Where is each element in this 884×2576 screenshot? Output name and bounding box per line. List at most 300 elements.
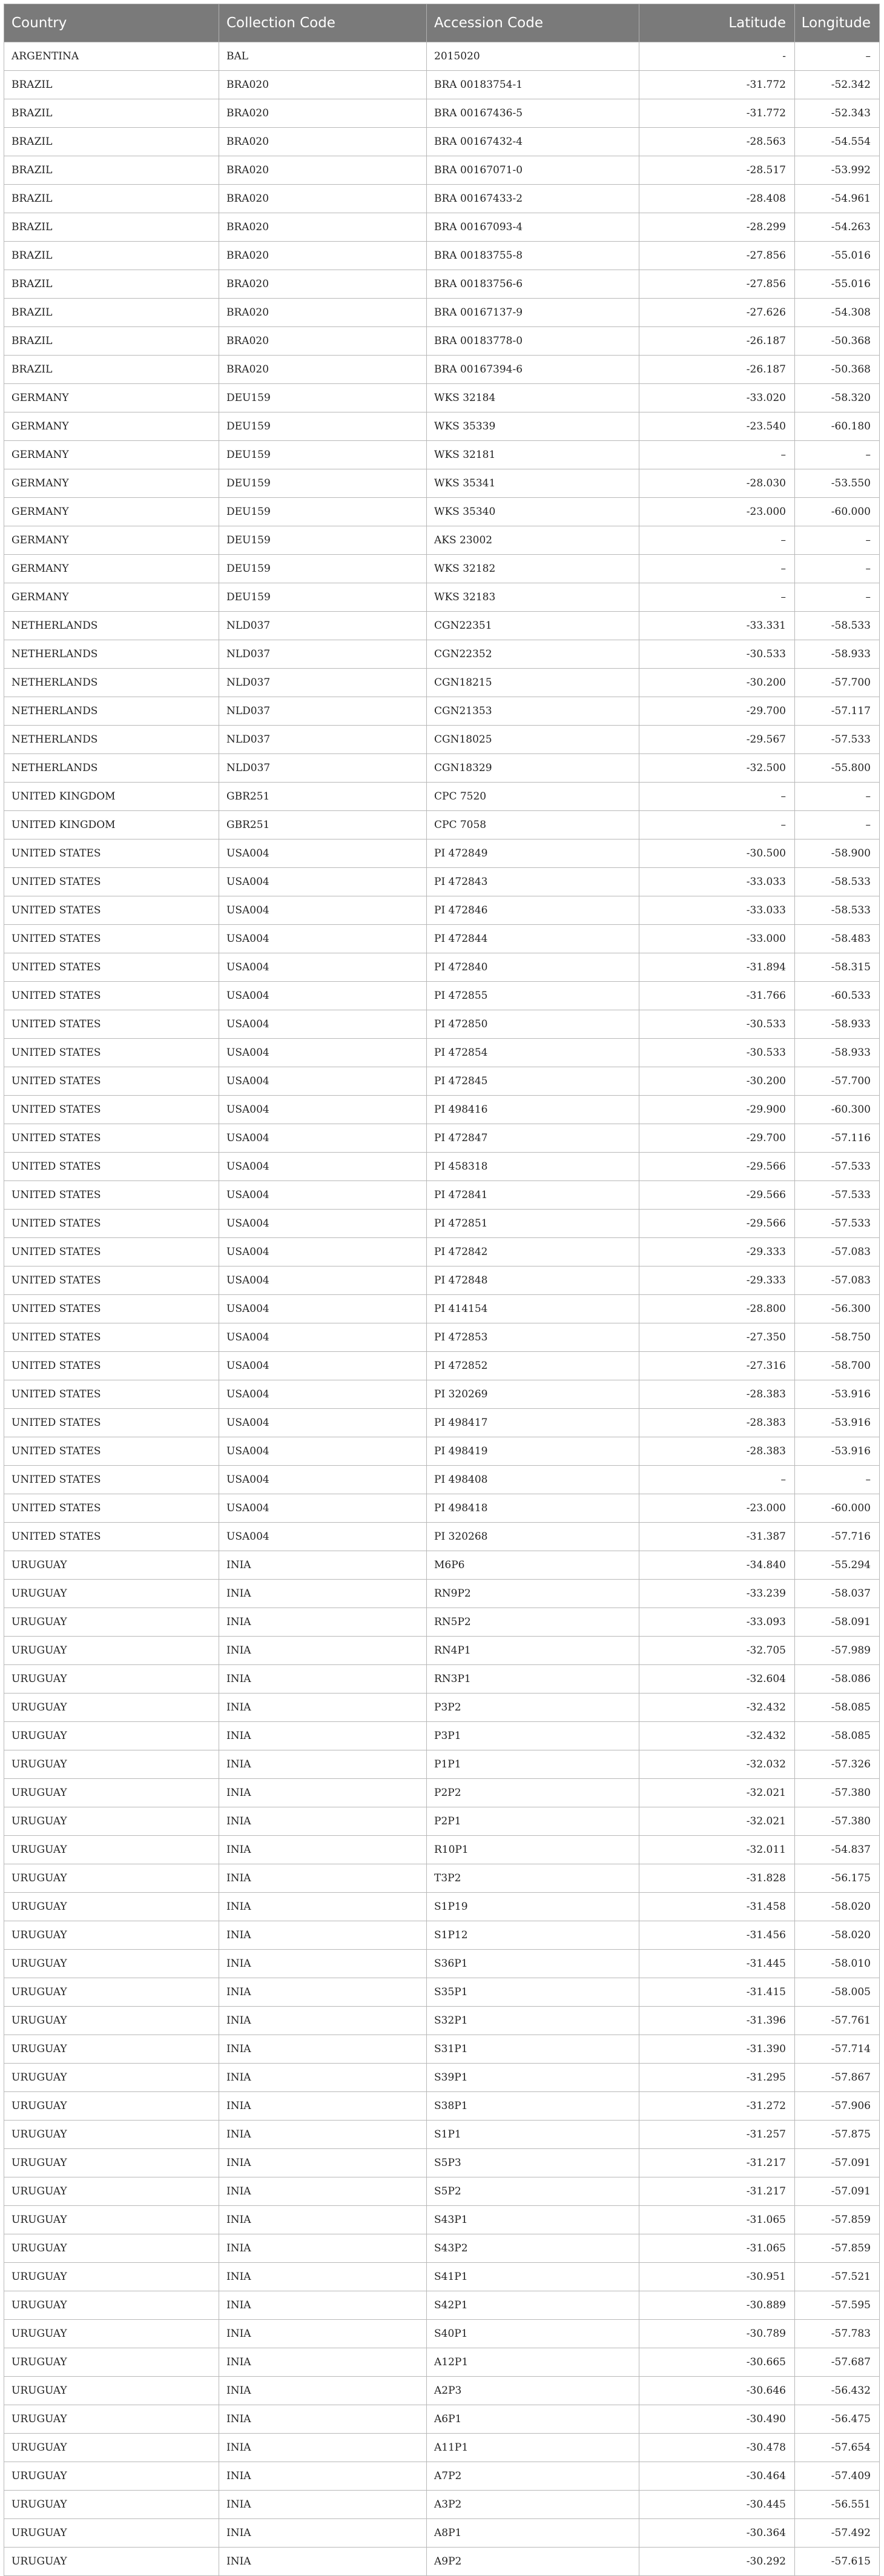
- table-row: [4, 2348, 880, 2377]
- cell-accession-code: S32P1: [427, 2007, 639, 2035]
- cell-collection-code: INIA: [219, 1978, 427, 2007]
- cell-country: BRAZIL: [4, 128, 219, 156]
- table-row: [4, 412, 880, 441]
- cell-collection-code: BRA020: [219, 327, 427, 356]
- cell-collection-code: NLD037: [219, 754, 427, 783]
- table-row: [4, 2064, 880, 2092]
- cell-collection-code: INIA: [219, 1807, 427, 1836]
- cell-latitude: -30.665: [639, 2348, 795, 2377]
- cell-accession-code: A11P1: [427, 2434, 639, 2462]
- table-row: [4, 1181, 880, 1210]
- cell-country: URUGUAY: [4, 1893, 219, 1921]
- cell-collection-code: USA004: [219, 1181, 427, 1210]
- table-row: [4, 441, 880, 469]
- cell-country: URUGUAY: [4, 1921, 219, 1950]
- table-row: [4, 896, 880, 925]
- cell-accession-code: BRA 00167433-2: [427, 185, 639, 213]
- cell-country: URUGUAY: [4, 2035, 219, 2064]
- cell-collection-code: BRA020: [219, 242, 427, 270]
- cell-collection-code: INIA: [219, 2291, 427, 2320]
- cell-country: URUGUAY: [4, 2462, 219, 2491]
- cell-latitude: -29.566: [639, 1210, 795, 1238]
- cell-latitude: -30.490: [639, 2405, 795, 2434]
- cell-latitude: –: [639, 555, 795, 583]
- cell-longitude: -55.016: [795, 242, 880, 270]
- cell-latitude: -31.766: [639, 982, 795, 1010]
- cell-accession-code: M6P6: [427, 1551, 639, 1580]
- cell-country: URUGUAY: [4, 1779, 219, 1807]
- cell-accession-code: R10P1: [427, 1836, 639, 1864]
- cell-latitude: -30.533: [639, 1039, 795, 1067]
- cell-longitude: -57.687: [795, 2348, 880, 2377]
- cell-latitude: -32.705: [639, 1637, 795, 1665]
- cell-accession-code: S40P1: [427, 2320, 639, 2348]
- cell-country: UNITED STATES: [4, 839, 219, 868]
- cell-country: URUGUAY: [4, 2064, 219, 2092]
- cell-latitude: -28.383: [639, 1437, 795, 1466]
- cell-latitude: -28.383: [639, 1380, 795, 1409]
- cell-longitude: -58.533: [795, 612, 880, 640]
- table-row: [4, 1637, 880, 1665]
- table-row: [4, 2291, 880, 2320]
- cell-accession-code: A8P1: [427, 2519, 639, 2548]
- table-row: [4, 71, 880, 99]
- cell-longitude: -57.906: [795, 2092, 880, 2121]
- cell-accession-code: BRA 00167071-0: [427, 156, 639, 185]
- cell-accession-code: PI 498419: [427, 1437, 639, 1466]
- cell-country: NETHERLANDS: [4, 697, 219, 726]
- cell-collection-code: INIA: [219, 1779, 427, 1807]
- cell-country: GERMANY: [4, 384, 219, 412]
- cell-longitude: –: [795, 555, 880, 583]
- cell-accession-code: PI 472844: [427, 925, 639, 953]
- cell-collection-code: INIA: [219, 2434, 427, 2462]
- cell-collection-code: USA004: [219, 925, 427, 953]
- table-row: [4, 783, 880, 811]
- cell-accession-code: WKS 32181: [427, 441, 639, 469]
- cell-latitude: -33.033: [639, 896, 795, 925]
- cell-accession-code: PI 472843: [427, 868, 639, 896]
- cell-longitude: -57.380: [795, 1807, 880, 1836]
- table-row: [4, 2007, 880, 2035]
- accession-table-container: [4, 4, 879, 2576]
- cell-longitude: -57.761: [795, 2007, 880, 2035]
- cell-country: UNITED STATES: [4, 1437, 219, 1466]
- cell-collection-code: DEU159: [219, 526, 427, 555]
- header-row: [4, 4, 880, 42]
- cell-collection-code: USA004: [219, 839, 427, 868]
- cell-accession-code: P3P1: [427, 1722, 639, 1750]
- cell-country: NETHERLANDS: [4, 640, 219, 669]
- cell-latitude: -31.415: [639, 1978, 795, 2007]
- table-row: [4, 839, 880, 868]
- cell-collection-code: DEU159: [219, 412, 427, 441]
- cell-country: UNITED STATES: [4, 1238, 219, 1266]
- accession-table: [4, 4, 880, 2576]
- cell-collection-code: INIA: [219, 1893, 427, 1921]
- table-row: [4, 1551, 880, 1580]
- cell-accession-code: PI 472854: [427, 1039, 639, 1067]
- cell-latitude: -29.567: [639, 726, 795, 754]
- cell-latitude: -34.840: [639, 1551, 795, 1580]
- cell-longitude: -57.615: [795, 2548, 880, 2576]
- cell-latitude: -30.646: [639, 2377, 795, 2405]
- cell-accession-code: S5P3: [427, 2149, 639, 2177]
- cell-accession-code: PI 498417: [427, 1409, 639, 1437]
- cell-country: GERMANY: [4, 469, 219, 498]
- cell-country: URUGUAY: [4, 1750, 219, 1779]
- cell-longitude: -57.859: [795, 2206, 880, 2234]
- cell-country: URUGUAY: [4, 1807, 219, 1836]
- table-row: [4, 526, 880, 555]
- table-row: [4, 2434, 880, 2462]
- cell-country: URUGUAY: [4, 2092, 219, 2121]
- cell-accession-code: BRA 00183755-8: [427, 242, 639, 270]
- cell-country: BRAZIL: [4, 99, 219, 128]
- cell-accession-code: S1P19: [427, 1893, 639, 1921]
- cell-country: BRAZIL: [4, 270, 219, 299]
- table-row: [4, 868, 880, 896]
- cell-accession-code: P3P2: [427, 1694, 639, 1722]
- cell-country: UNITED STATES: [4, 1352, 219, 1380]
- cell-longitude: -54.837: [795, 1836, 880, 1864]
- cell-accession-code: S31P1: [427, 2035, 639, 2064]
- cell-accession-code: BRA 00167432-4: [427, 128, 639, 156]
- cell-longitude: -57.091: [795, 2149, 880, 2177]
- cell-longitude: -57.533: [795, 1153, 880, 1181]
- cell-accession-code: PI 472851: [427, 1210, 639, 1238]
- cell-accession-code: CGN18215: [427, 669, 639, 697]
- cell-collection-code: USA004: [219, 1096, 427, 1124]
- table-row: [4, 612, 880, 640]
- cell-country: UNITED STATES: [4, 982, 219, 1010]
- cell-longitude: -57.533: [795, 1181, 880, 1210]
- cell-accession-code: PI 498418: [427, 1494, 639, 1523]
- cell-country: URUGUAY: [4, 2377, 219, 2405]
- cell-collection-code: INIA: [219, 1950, 427, 1978]
- cell-country: BRAZIL: [4, 213, 219, 242]
- cell-accession-code: WKS 35341: [427, 469, 639, 498]
- cell-country: BRAZIL: [4, 242, 219, 270]
- cell-country: GERMANY: [4, 583, 219, 612]
- table-row: [4, 1067, 880, 1096]
- header-latitude: Latitude: [639, 4, 795, 42]
- cell-latitude: -31.828: [639, 1864, 795, 1893]
- table-row: [4, 1864, 880, 1893]
- cell-longitude: -53.550: [795, 469, 880, 498]
- cell-accession-code: BRA 00167394-6: [427, 356, 639, 384]
- cell-collection-code: INIA: [219, 2121, 427, 2149]
- cell-longitude: -56.300: [795, 1295, 880, 1323]
- cell-longitude: -54.961: [795, 185, 880, 213]
- table-row: [4, 1921, 880, 1950]
- table-row: [4, 1722, 880, 1750]
- cell-collection-code: USA004: [219, 1010, 427, 1039]
- cell-collection-code: INIA: [219, 2092, 427, 2121]
- cell-country: URUGUAY: [4, 2007, 219, 2035]
- cell-accession-code: P1P1: [427, 1750, 639, 1779]
- cell-longitude: -57.783: [795, 2320, 880, 2348]
- cell-latitude: -32.021: [639, 1807, 795, 1836]
- cell-longitude: -58.700: [795, 1352, 880, 1380]
- cell-collection-code: NLD037: [219, 669, 427, 697]
- cell-accession-code: S5P2: [427, 2177, 639, 2206]
- cell-accession-code: S39P1: [427, 2064, 639, 2092]
- cell-latitude: -32.032: [639, 1750, 795, 1779]
- cell-collection-code: USA004: [219, 1067, 427, 1096]
- cell-latitude: -28.408: [639, 185, 795, 213]
- cell-country: URUGUAY: [4, 1608, 219, 1637]
- table-row: [4, 2462, 880, 2491]
- table-row: [4, 2149, 880, 2177]
- table-row: [4, 2206, 880, 2234]
- cell-accession-code: S36P1: [427, 1950, 639, 1978]
- cell-longitude: -58.010: [795, 1950, 880, 1978]
- cell-collection-code: INIA: [219, 2348, 427, 2377]
- cell-latitude: -31.445: [639, 1950, 795, 1978]
- cell-collection-code: BRA020: [219, 270, 427, 299]
- table-row: [4, 1893, 880, 1921]
- cell-accession-code: RN5P2: [427, 1608, 639, 1637]
- cell-country: UNITED STATES: [4, 953, 219, 982]
- cell-collection-code: BRA020: [219, 128, 427, 156]
- cell-collection-code: BRA020: [219, 99, 427, 128]
- cell-collection-code: USA004: [219, 1380, 427, 1409]
- cell-collection-code: USA004: [219, 1210, 427, 1238]
- cell-longitude: -57.116: [795, 1124, 880, 1153]
- cell-longitude: -58.315: [795, 953, 880, 982]
- table-row: [4, 156, 880, 185]
- cell-longitude: -58.085: [795, 1722, 880, 1750]
- table-row: [4, 1153, 880, 1181]
- table-row: [4, 2519, 880, 2548]
- cell-longitude: -60.300: [795, 1096, 880, 1124]
- cell-collection-code: NLD037: [219, 612, 427, 640]
- cell-longitude: -58.020: [795, 1893, 880, 1921]
- cell-latitude: -30.889: [639, 2291, 795, 2320]
- cell-collection-code: DEU159: [219, 384, 427, 412]
- cell-accession-code: CGN21353: [427, 697, 639, 726]
- cell-country: URUGUAY: [4, 2434, 219, 2462]
- cell-latitude: -: [639, 42, 795, 71]
- cell-longitude: -58.483: [795, 925, 880, 953]
- cell-collection-code: USA004: [219, 1266, 427, 1295]
- cell-country: URUGUAY: [4, 1580, 219, 1608]
- cell-accession-code: A6P1: [427, 2405, 639, 2434]
- cell-accession-code: PI 472845: [427, 1067, 639, 1096]
- cell-latitude: –: [639, 783, 795, 811]
- cell-latitude: -31.772: [639, 99, 795, 128]
- cell-country: URUGUAY: [4, 2149, 219, 2177]
- cell-collection-code: BRA020: [219, 71, 427, 99]
- table-row: [4, 1807, 880, 1836]
- cell-country: ARGENTINA: [4, 42, 219, 71]
- cell-collection-code: INIA: [219, 1921, 427, 1950]
- cell-latitude: -26.187: [639, 356, 795, 384]
- cell-latitude: -30.292: [639, 2548, 795, 2576]
- cell-longitude: -57.380: [795, 1779, 880, 1807]
- cell-longitude: -57.595: [795, 2291, 880, 2320]
- cell-longitude: -57.714: [795, 2035, 880, 2064]
- cell-longitude: -57.989: [795, 1637, 880, 1665]
- cell-accession-code: PI 458318: [427, 1153, 639, 1181]
- cell-accession-code: PI 472847: [427, 1124, 639, 1153]
- cell-collection-code: USA004: [219, 1295, 427, 1323]
- cell-longitude: -57.326: [795, 1750, 880, 1779]
- cell-latitude: -23.000: [639, 1494, 795, 1523]
- cell-collection-code: DEU159: [219, 469, 427, 498]
- table-row: [4, 1694, 880, 1722]
- cell-country: UNITED STATES: [4, 896, 219, 925]
- cell-latitude: -32.432: [639, 1694, 795, 1722]
- cell-latitude: -27.316: [639, 1352, 795, 1380]
- cell-latitude: -31.295: [639, 2064, 795, 2092]
- cell-country: URUGUAY: [4, 1836, 219, 1864]
- cell-longitude: –: [795, 441, 880, 469]
- cell-longitude: -58.020: [795, 1921, 880, 1950]
- cell-longitude: -56.551: [795, 2491, 880, 2519]
- cell-longitude: -58.086: [795, 1665, 880, 1694]
- cell-country: UNITED STATES: [4, 1494, 219, 1523]
- cell-collection-code: INIA: [219, 1580, 427, 1608]
- cell-longitude: –: [795, 526, 880, 555]
- table-row: [4, 2234, 880, 2263]
- cell-latitude: -31.257: [639, 2121, 795, 2149]
- cell-collection-code: BRA020: [219, 213, 427, 242]
- cell-latitude: -33.033: [639, 868, 795, 896]
- cell-longitude: -58.005: [795, 1978, 880, 2007]
- cell-country: BRAZIL: [4, 327, 219, 356]
- cell-longitude: -57.083: [795, 1266, 880, 1295]
- cell-longitude: -58.900: [795, 839, 880, 868]
- table-row: [4, 2320, 880, 2348]
- cell-country: GERMANY: [4, 441, 219, 469]
- cell-collection-code: USA004: [219, 896, 427, 925]
- cell-collection-code: NLD037: [219, 726, 427, 754]
- table-row: [4, 754, 880, 783]
- cell-collection-code: INIA: [219, 2519, 427, 2548]
- cell-collection-code: DEU159: [219, 498, 427, 526]
- table-row: [4, 469, 880, 498]
- cell-latitude: -28.517: [639, 156, 795, 185]
- cell-latitude: -28.299: [639, 213, 795, 242]
- cell-latitude: –: [639, 583, 795, 612]
- cell-longitude: -58.933: [795, 1039, 880, 1067]
- cell-collection-code: INIA: [219, 2234, 427, 2263]
- table-row: [4, 669, 880, 697]
- table-row: [4, 2548, 880, 2576]
- cell-longitude: -57.533: [795, 1210, 880, 1238]
- cell-latitude: -32.011: [639, 1836, 795, 1864]
- cell-accession-code: BRA 00167093-4: [427, 213, 639, 242]
- cell-accession-code: P2P1: [427, 1807, 639, 1836]
- cell-collection-code: NLD037: [219, 697, 427, 726]
- table-row: [4, 1950, 880, 1978]
- table-row: [4, 1039, 880, 1067]
- cell-country: UNITED STATES: [4, 1181, 219, 1210]
- cell-accession-code: WKS 35339: [427, 412, 639, 441]
- table-row: [4, 1665, 880, 1694]
- cell-collection-code: BAL: [219, 42, 427, 71]
- cell-latitude: -32.604: [639, 1665, 795, 1694]
- table-row: [4, 1409, 880, 1437]
- cell-collection-code: INIA: [219, 1750, 427, 1779]
- cell-longitude: -56.475: [795, 2405, 880, 2434]
- cell-latitude: -28.563: [639, 128, 795, 156]
- cell-collection-code: USA004: [219, 1409, 427, 1437]
- cell-accession-code: PI 472853: [427, 1323, 639, 1352]
- table-row: [4, 2377, 880, 2405]
- cell-collection-code: USA004: [219, 1352, 427, 1380]
- cell-collection-code: USA004: [219, 1323, 427, 1352]
- cell-collection-code: INIA: [219, 1637, 427, 1665]
- cell-latitude: –: [639, 526, 795, 555]
- cell-latitude: -31.272: [639, 2092, 795, 2121]
- cell-longitude: -60.180: [795, 412, 880, 441]
- cell-longitude: -58.933: [795, 1010, 880, 1039]
- cell-accession-code: S41P1: [427, 2263, 639, 2291]
- cell-longitude: -54.554: [795, 128, 880, 156]
- cell-collection-code: INIA: [219, 1722, 427, 1750]
- table-row: [4, 1608, 880, 1637]
- cell-longitude: -57.521: [795, 2263, 880, 2291]
- cell-country: UNITED STATES: [4, 1523, 219, 1551]
- table-row: [4, 726, 880, 754]
- cell-country: URUGUAY: [4, 2548, 219, 2576]
- cell-latitude: -31.456: [639, 1921, 795, 1950]
- table-row: [4, 583, 880, 612]
- table-row: [4, 1266, 880, 1295]
- table-row: [4, 2491, 880, 2519]
- cell-accession-code: S1P1: [427, 2121, 639, 2149]
- cell-accession-code: PI 472846: [427, 896, 639, 925]
- cell-longitude: -57.700: [795, 669, 880, 697]
- cell-country: UNITED STATES: [4, 1010, 219, 1039]
- cell-country: UNITED STATES: [4, 1323, 219, 1352]
- cell-country: UNITED STATES: [4, 1210, 219, 1238]
- table-row: [4, 1580, 880, 1608]
- cell-collection-code: INIA: [219, 2064, 427, 2092]
- cell-accession-code: WKS 32183: [427, 583, 639, 612]
- cell-accession-code: PI 498416: [427, 1096, 639, 1124]
- cell-latitude: -27.856: [639, 242, 795, 270]
- cell-country: GERMANY: [4, 526, 219, 555]
- cell-country: UNITED STATES: [4, 1124, 219, 1153]
- cell-latitude: -28.800: [639, 1295, 795, 1323]
- table-row: [4, 498, 880, 526]
- cell-longitude: -55.800: [795, 754, 880, 783]
- cell-collection-code: INIA: [219, 2263, 427, 2291]
- cell-latitude: -31.217: [639, 2177, 795, 2206]
- table-row: [4, 242, 880, 270]
- cell-collection-code: INIA: [219, 2377, 427, 2405]
- cell-latitude: -33.020: [639, 384, 795, 412]
- cell-latitude: -31.458: [639, 1893, 795, 1921]
- cell-latitude: -30.478: [639, 2434, 795, 2462]
- cell-accession-code: P2P2: [427, 1779, 639, 1807]
- cell-longitude: -53.916: [795, 1380, 880, 1409]
- cell-country: UNITED STATES: [4, 1466, 219, 1494]
- cell-latitude: -30.200: [639, 1067, 795, 1096]
- cell-longitude: -60.000: [795, 1494, 880, 1523]
- cell-country: URUGUAY: [4, 2206, 219, 2234]
- cell-accession-code: WKS 32182: [427, 555, 639, 583]
- cell-accession-code: PI 472855: [427, 982, 639, 1010]
- table-row: [4, 1352, 880, 1380]
- cell-country: URUGUAY: [4, 2491, 219, 2519]
- cell-accession-code: PI 320269: [427, 1380, 639, 1409]
- cell-longitude: -53.992: [795, 156, 880, 185]
